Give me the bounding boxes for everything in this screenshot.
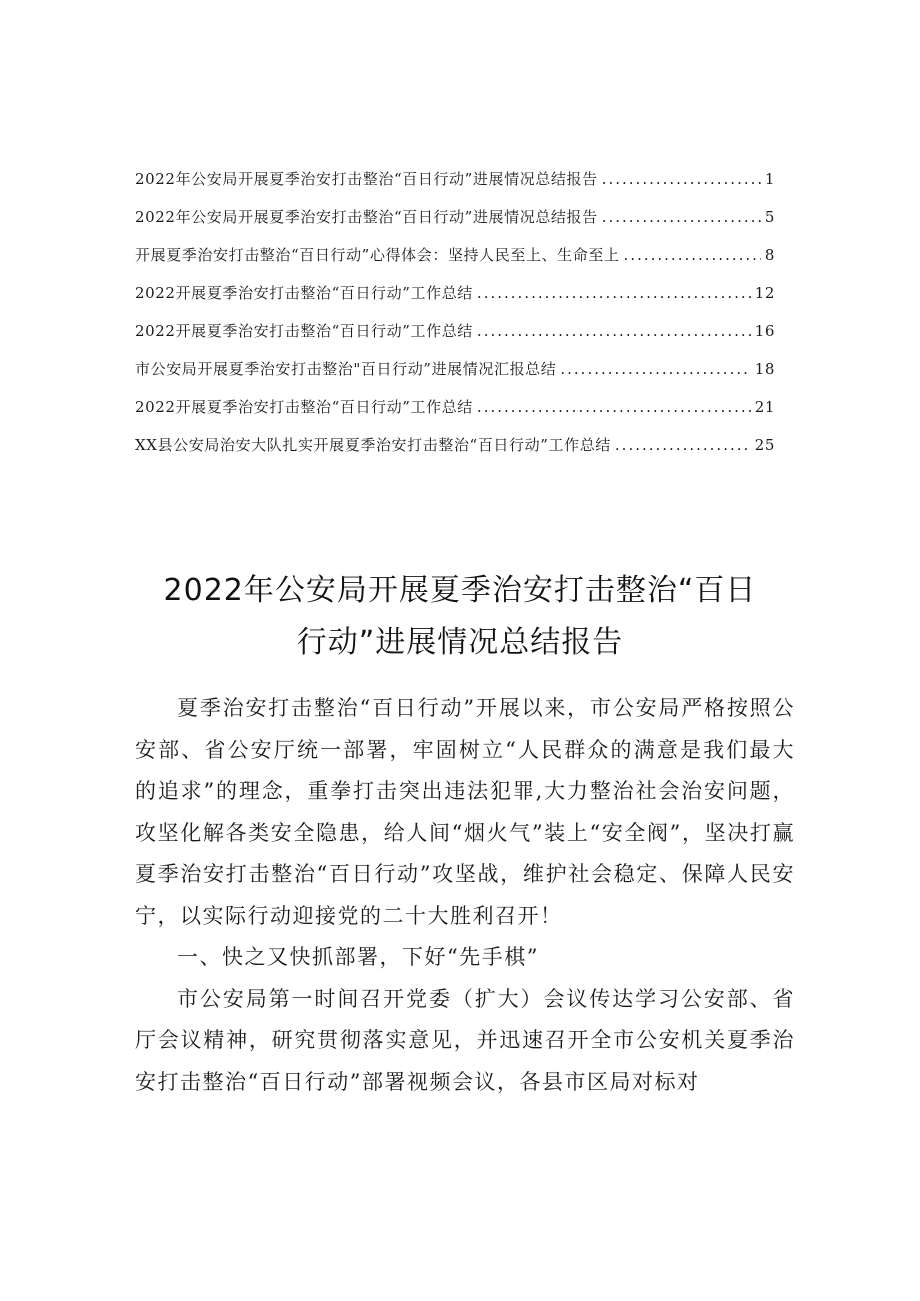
table-of-contents bbox=[135, 168, 775, 472]
toc-leader-dots bbox=[477, 322, 751, 340]
body-paragraph: 夏季治安打击整治“百日行动”开展以来，市公安局严格按照公安部、省公安厅统一部署，牢固树立“人民群众的满意是我们最大的追求”的理念，重拳打击突出违法犯罪,大力整治社会治安问题，攻坚化解各类安全隐患，给人间“烟火气”装上“安全阀”，坚决打赢夏季治安打击整治“百日行动”攻坚战，维护社会稳定、保障人民安宁，以实际行动迎接党的二十大胜利召开！ bbox=[135, 696, 795, 928]
toc-entry[interactable] bbox=[135, 358, 775, 396]
toc-entry-title: 市公安局开展夏季治安打击整治"百日行动”进展情况汇报总结 bbox=[135, 360, 557, 378]
toc-entry-page: 18 bbox=[754, 360, 775, 378]
toc-entry-page: 16 bbox=[754, 322, 775, 340]
toc-entry-page: 5 bbox=[764, 208, 775, 226]
toc-entry-page: 21 bbox=[754, 398, 775, 416]
body-paragraph: 市公安局第一时间召开党委（扩大）会议传达学习公安部、省厅会议精神，研究贯彻落实意见，并迅速召开全市公安机关夏季治安打击整治“百日行动”部署视频会议，各县市区局对标对 bbox=[135, 986, 795, 1094]
toc-leader-dots bbox=[602, 208, 761, 226]
toc-leader-dots bbox=[602, 170, 761, 188]
toc-leader-dots bbox=[615, 436, 751, 454]
toc-entry-page: 1 bbox=[764, 170, 775, 188]
toc-leader-dots bbox=[624, 246, 761, 264]
toc-entry[interactable] bbox=[135, 396, 775, 434]
toc-entry[interactable] bbox=[135, 282, 775, 320]
document-body bbox=[135, 688, 795, 1103]
section-heading: 一、快之又快抓部署，下好“先手棋” bbox=[177, 945, 539, 969]
toc-entry-page: 25 bbox=[754, 436, 775, 454]
toc-entry-title: 2022年公安局开展夏季治安打击整治“百日行动”进展情况总结报告 bbox=[135, 208, 598, 226]
toc-entry[interactable] bbox=[135, 206, 775, 244]
toc-leader-dots bbox=[477, 398, 751, 416]
toc-entry-page: 12 bbox=[754, 284, 775, 302]
toc-entry[interactable] bbox=[135, 320, 775, 358]
toc-leader-dots bbox=[477, 284, 751, 302]
toc-entry-title: 2022年公安局开展夏季治安打击整治“百日行动”进展情况总结报告 bbox=[135, 170, 598, 188]
toc-entry-title: 2022开展夏季治安打击整治“百日行动”工作总结 bbox=[135, 322, 473, 340]
toc-entry-title: 2022开展夏季治安打击整治“百日行动”工作总结 bbox=[135, 398, 473, 416]
toc-entry[interactable] bbox=[135, 434, 775, 472]
toc-leader-dots bbox=[560, 360, 750, 378]
document-title bbox=[120, 565, 800, 669]
document-title-line: 行动”进展情况总结报告 bbox=[296, 625, 624, 660]
toc-entry-page: 8 bbox=[764, 246, 775, 264]
toc-entry-title: 2022开展夏季治安打击整治“百日行动”工作总结 bbox=[135, 284, 473, 302]
toc-entry[interactable] bbox=[135, 244, 775, 282]
document-title-line: 2022年公安局开展夏季治安打击整治“百日 bbox=[163, 573, 757, 608]
toc-entry[interactable] bbox=[135, 168, 775, 206]
toc-entry-title: 开展夏季治安打击整治“百日行动”心得体会：坚持人民至上、生命至上 bbox=[135, 246, 620, 264]
toc-entry-title: XX县公安局治安大队扎实开展夏季治安打击整治“百日行动”工作总结 bbox=[135, 436, 611, 454]
